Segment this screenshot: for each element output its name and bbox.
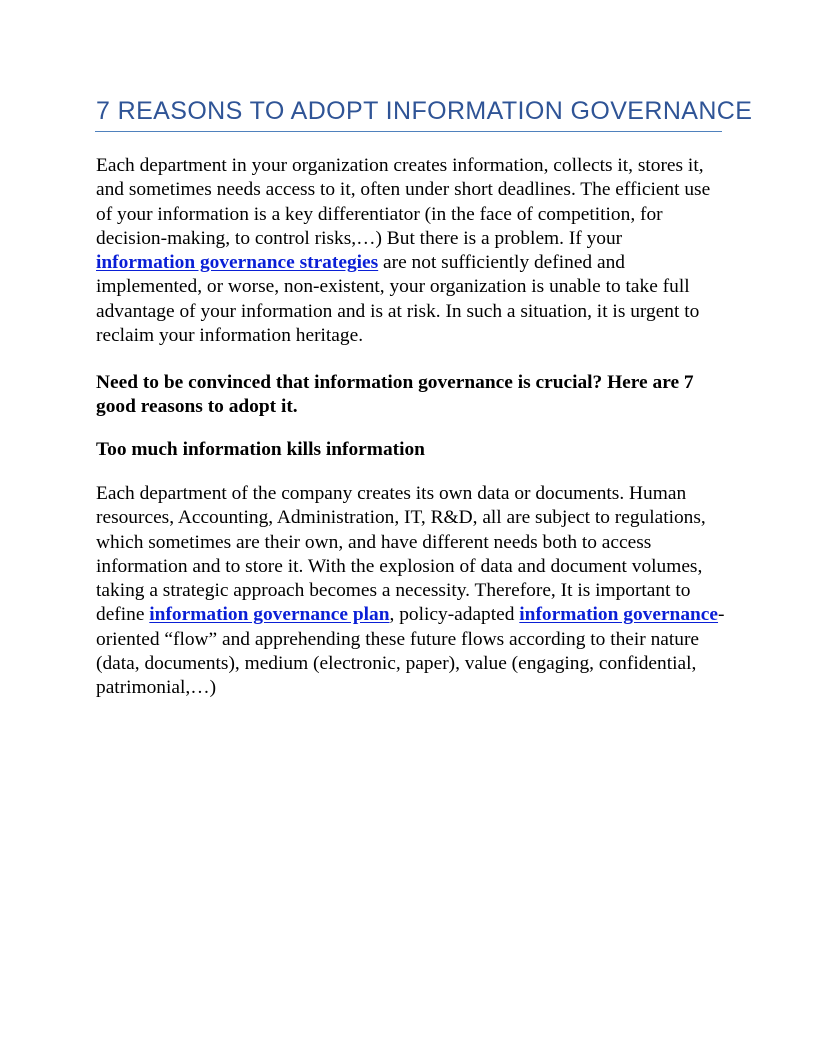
- section-text-part-2: , policy-adapted: [389, 604, 520, 626]
- information-governance-link[interactable]: information governance: [519, 604, 719, 626]
- intro-paragraph: [96, 154, 726, 348]
- section-text-part-3: -oriented “flow” and apprehending these future flows according to their nature (data, documents), medium (electronic, paper), value (engaging, confidential, patrimonial,…): [96, 604, 725, 699]
- section-paragraph: [96, 482, 726, 701]
- section-heading: Too much information kills information: [96, 439, 425, 460]
- page-title: 7 REASONS TO ADOPT INFORMATION GOVERNANCE: [96, 97, 753, 125]
- lead-paragraph: Need to be convinced that information governance is crucial? Here are 7 good reasons to adopt it.: [96, 372, 694, 418]
- information-governance-strategies-link[interactable]: information governance strategies: [96, 252, 379, 274]
- section-text-part-1: Each department of the company creates its own data or documents. Human resources, Accounting, Administration, IT, R&D, all are subject to regulations, which sometimes are their own, and have different needs both to access information and to store it. With the explosion of data and document volumes, taking a strategic approach becomes a necessity. Therefore, It is important to define: [96, 483, 706, 626]
- intro-text-end: are not sufficiently defined and implemented, or worse, non-existent, your organization is unable to take full advantage of your information and is at risk. In such a situation, it is urgent to reclaim your information heritage.: [96, 252, 700, 347]
- title-underline-divider: [95, 131, 722, 132]
- intro-text-start: Each department in your organization creates information, collects it, stores it, and sometimes needs access to it, often under short deadlines. The efficient use of your information is a key differentiator (in the face of competition, for decision-making, to control risks,…) But there is a problem. If your: [96, 155, 711, 249]
- information-governance-plan-link[interactable]: information governance plan: [149, 604, 390, 626]
